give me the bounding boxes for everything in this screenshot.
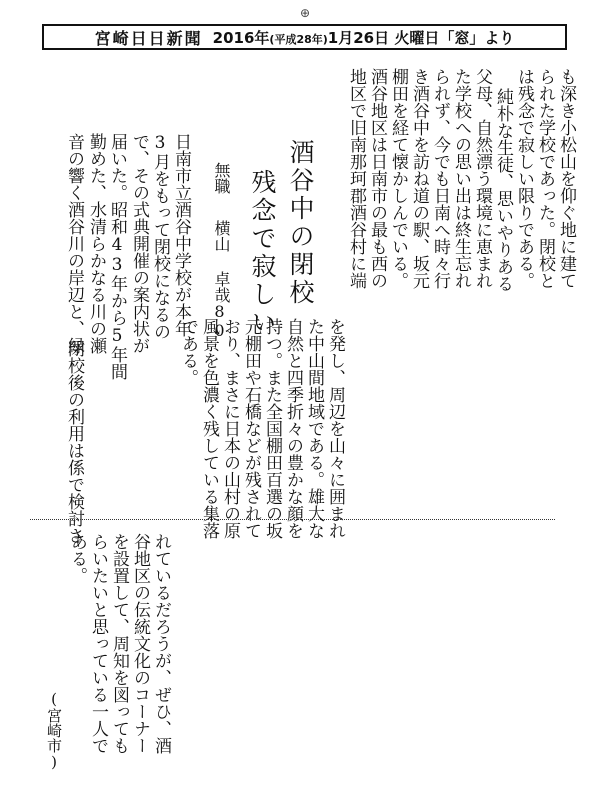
header-date-rest: 1月26日 火曜日「窓」より [327, 28, 515, 47]
newspaper-header [42, 24, 567, 50]
body-column: 父母、自然漂う環境に恵まれ [472, 68, 492, 289]
body-column: 閉校後の利用は係で検討さ [64, 340, 84, 544]
body-column: 自然と四季折々の豊かな顔を [283, 318, 303, 539]
body-column: を設置して、周知を図っても [109, 533, 129, 754]
body-column: 3月をもって閉校になるの [150, 133, 170, 340]
title-line-2: 残念で寂しい [248, 169, 277, 337]
body-column: も深き小松山を仰ぐ地に建て [556, 68, 576, 289]
body-column: ある。 [67, 533, 87, 584]
header-year: 2016年 [212, 28, 270, 47]
body-column: で、その式典開催の案内状が [129, 133, 149, 354]
body-column: 音の響く酒谷川の岸辺と、緑 [64, 133, 84, 354]
body-column: 地区で旧南那珂郡酒谷村に端 [346, 68, 366, 289]
body-column: 日南市立酒谷中学校が本年 [171, 133, 191, 337]
body-column: き酒谷中を訪ね道の駅、坂元 [409, 68, 429, 289]
body-column: おり、まさに日本の山村の原 [220, 318, 240, 539]
header-date [213, 27, 515, 48]
body-column: を発し、周辺を山々に囲まれ [325, 318, 345, 539]
author-age: 80 [210, 302, 229, 340]
author-name: 横山 卓哉 [212, 220, 231, 303]
body-column: である。 [178, 318, 198, 386]
body-column: られた学校であった。閉校と [535, 68, 555, 289]
body-column: は残念で寂しい限りである。 [514, 68, 534, 289]
body-column: らいたいと思っている一人で [88, 533, 108, 754]
column-divider [30, 519, 555, 520]
body-column: 酒谷地区は日南市の最も西の [367, 68, 387, 289]
body-column: 勤めた、水清らかなる川の瀬 [86, 133, 106, 354]
newspaper-name: 宮崎日日新聞 [94, 28, 203, 48]
body-column: 持つ。また全国棚田百選の坂 [262, 318, 282, 539]
body-column: 谷地区の伝統文化のコーナー [130, 533, 150, 754]
body-column: た中山間地域である。雄大な [304, 318, 324, 539]
signoff: (宮崎市) [45, 690, 63, 771]
author-occupation: 無職 [212, 162, 231, 194]
body-column: 元棚田や石橋などが残されて [241, 318, 261, 539]
body-column: られず、今でも日南へ時々行 [430, 68, 450, 289]
title-line-1: 酒谷中の閉校 [286, 139, 315, 307]
body-column: れているだろうが、ぜひ、酒 [151, 533, 171, 754]
body-column: 棚田を経て懐かしんでいる。 [388, 68, 408, 289]
body-column: 純朴な生徒、思いやりある [493, 88, 513, 292]
body-column: 風景を色濃く残している集落 [199, 318, 219, 539]
header-mark: ⊕ [300, 6, 311, 20]
header-era: (平成28年) [269, 32, 328, 46]
body-column: た学校への思い出は終生忘れ [451, 68, 471, 289]
body-column: 届いた。昭和43年から5年間 [107, 133, 127, 380]
